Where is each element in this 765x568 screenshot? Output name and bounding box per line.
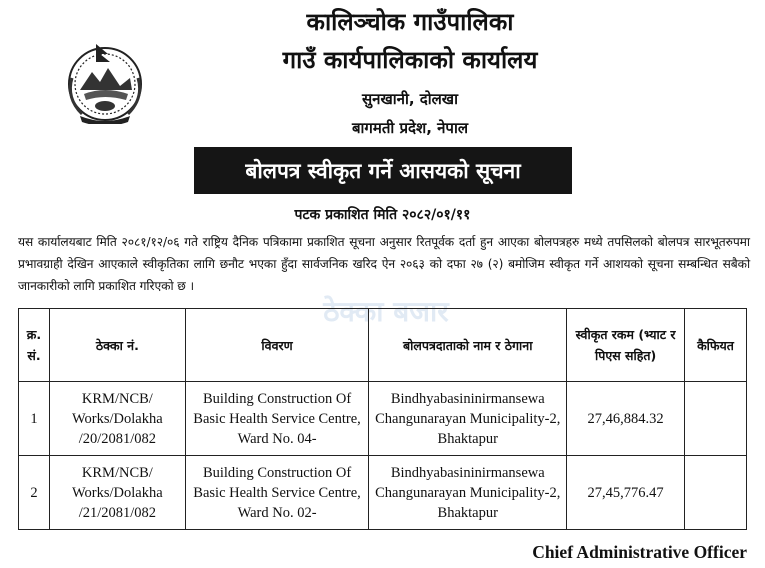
- bid-table: [18, 308, 747, 530]
- header-bidder: बोलपत्रदाताको नाम र ठेगाना: [369, 309, 567, 382]
- cell-remarks: [685, 382, 747, 456]
- nepal-government-emblem: [62, 38, 148, 124]
- municipality-name: कालिञ्चोक गाउँपालिका: [306, 8, 514, 36]
- notice-title-banner: [194, 147, 572, 194]
- cell-bidder: Bindhyabasininirmansewa Changunarayan Municipality-2, Bhaktapur: [369, 382, 567, 456]
- watermark: ठेक्का बजार: [323, 295, 449, 328]
- header-amount: स्वीकृत रकम (भ्याट र पिएस सहित): [567, 309, 685, 382]
- address-line-1: सुनखानी, दोलखा: [362, 90, 458, 108]
- cell-bidder: Bindhyabasininirmansewa Changunarayan Municipality-2, Bhaktapur: [369, 456, 567, 530]
- cell-sn: 1: [19, 382, 50, 456]
- header-contract-no: ठेक्का नं.: [49, 309, 185, 382]
- published-date: पटक प्रकाशित मिति २०८२/०१/११: [294, 207, 471, 223]
- cell-amount: 27,46,884.32: [567, 382, 685, 456]
- notice-paragraph: यस कार्यालयबाट मिति २०८१/१२/०६ गते राष्ट्रिय दैनिक पत्रिकामा प्रकाशित सूचना अनुसार रितपूर्वक दर्ता हुन आएका बोलपत्रहरु मध्ये तपसिलको बोलपत्र सारभूतरुपमा प्रभावग्राही देखिन आएकाले स्वीकृतिका लागि छनौट भएका हुँदा सार्वजनिक खरिद ऐन २०६३ को दफा २७ (२) बमोजिम स्वीकृत गर्ने आशयको सूचना सम्बन्धित सबैको जानकारीको लागि प्रकाशित गरिएको छ ।: [18, 235, 750, 293]
- notice-title: बोलपत्र स्वीकृत गर्ने आसयको सूचना: [245, 158, 521, 183]
- cell-remarks: [685, 456, 747, 530]
- cell-description: Building Construction Of Basic Health Service Centre, Ward No. 02-: [185, 456, 369, 530]
- cell-contract-no: KRM/NCB/ Works/Dolakha /20/2081/082: [49, 382, 185, 456]
- table-header-row: [19, 309, 747, 382]
- signoff-title: Chief Administrative Officer: [532, 542, 747, 562]
- cell-description: Building Construction Of Basic Health Service Centre, Ward No. 04-: [185, 382, 369, 456]
- header-description: विवरण: [185, 309, 369, 382]
- table-row: [19, 382, 747, 456]
- header-remarks: कैफियत: [685, 309, 747, 382]
- cell-sn: 2: [19, 456, 50, 530]
- header-sn: क्र. सं.: [19, 309, 50, 382]
- table-row: [19, 456, 747, 530]
- office-name: गाउँ कार्यपालिकाको कार्यालय: [282, 46, 538, 74]
- cell-amount: 27,45,776.47: [567, 456, 685, 530]
- cell-contract-no: KRM/NCB/ Works/Dolakha /21/2081/082: [49, 456, 185, 530]
- address-line-2: बागमती प्रदेश, नेपाल: [351, 119, 469, 137]
